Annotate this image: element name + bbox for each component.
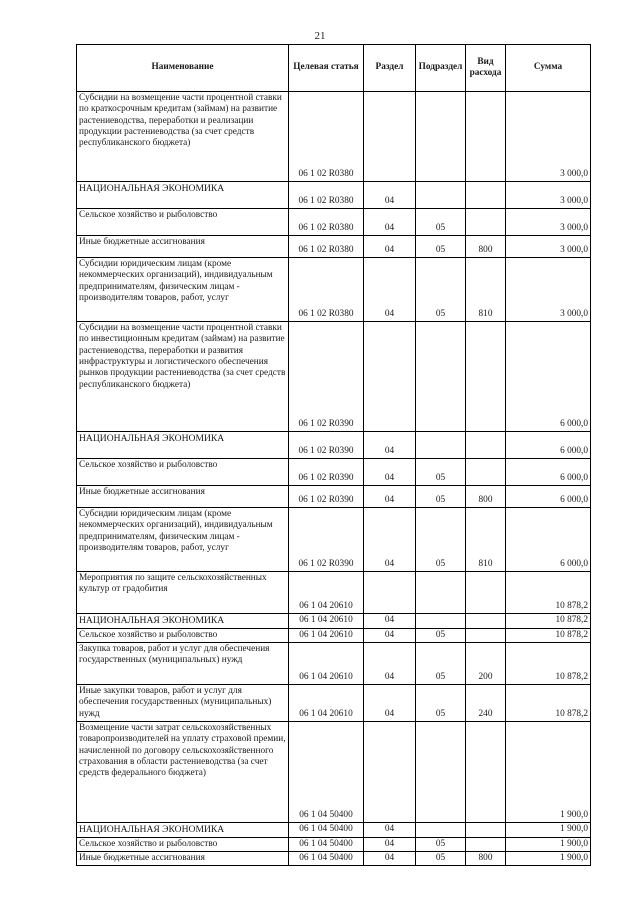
table-row <box>77 92 591 182</box>
row-expense-type <box>466 459 506 486</box>
header-row <box>77 45 591 92</box>
row-sum: 10 878,2 <box>506 572 591 614</box>
table-row <box>77 182 591 209</box>
row-expense-type: 810 <box>466 258 506 322</box>
row-target-article: 06 1 04 20610 <box>289 572 364 614</box>
header-sum: Сумма <box>506 45 591 92</box>
row-subsection: 05 <box>416 628 466 642</box>
header-subsection: Подраздел <box>416 45 466 92</box>
row-section: 04 <box>364 852 416 866</box>
row-expense-type <box>466 722 506 823</box>
table-row <box>77 628 591 642</box>
row-name: Иные закупки товаров, работ и услуг для обеспечения государственных (муниципальных) нужд <box>77 685 289 722</box>
row-sum: 1 900,0 <box>506 823 591 838</box>
row-name: Сельское хозяйство и рыболовство <box>77 209 289 236</box>
row-target-article: 06 1 04 50400 <box>289 823 364 838</box>
row-target-article: 06 1 04 50400 <box>289 852 364 866</box>
row-name: Сельское хозяйство и рыболовство <box>77 837 289 851</box>
row-section: 04 <box>364 837 416 851</box>
row-subsection: 05 <box>416 643 466 685</box>
row-subsection: 05 <box>416 508 466 572</box>
row-target-article: 06 1 04 20610 <box>289 628 364 642</box>
row-subsection: 05 <box>416 486 466 508</box>
row-section <box>364 322 416 432</box>
row-sum: 10 878,2 <box>506 628 591 642</box>
row-target-article: 06 1 02 R0380 <box>289 182 364 209</box>
table-row <box>77 209 591 236</box>
table-row <box>77 459 591 486</box>
row-target-article: 06 1 02 R0380 <box>289 236 364 258</box>
table-row <box>77 508 591 572</box>
row-section <box>364 92 416 182</box>
row-section: 04 <box>364 823 416 838</box>
row-target-article: 06 1 04 20610 <box>289 614 364 629</box>
row-section: 04 <box>364 685 416 722</box>
row-sum: 1 900,0 <box>506 852 591 866</box>
row-expense-type <box>466 92 506 182</box>
row-name: НАЦИОНАЛЬНАЯ ЭКОНОМИКА <box>77 823 289 838</box>
row-name: Иные бюджетные ассигнования <box>77 486 289 508</box>
row-expense-type: 240 <box>466 685 506 722</box>
row-subsection: 05 <box>416 685 466 722</box>
row-target-article: 06 1 02 R0390 <box>289 459 364 486</box>
row-name: Сельское хозяйство и рыболовство <box>77 459 289 486</box>
row-section: 04 <box>364 459 416 486</box>
row-sum: 6 000,0 <box>506 322 591 432</box>
row-section <box>364 572 416 614</box>
budget-table <box>76 44 591 866</box>
row-name: Субсидии на возмещение части процентной ставки по инвестиционным кредитам (займам) на развитие растениеводства, переработки и развития инфраструктуры и логистического обеспечения рынков продукции растениеводства (за счет средств республиканского бюджета) <box>77 322 289 432</box>
table-row <box>77 722 591 823</box>
row-target-article: 06 1 04 20610 <box>289 685 364 722</box>
row-expense-type <box>466 322 506 432</box>
row-section: 04 <box>364 486 416 508</box>
row-target-article: 06 1 02 R0380 <box>289 209 364 236</box>
row-name: Иные бюджетные ассигнования <box>77 236 289 258</box>
row-section: 04 <box>364 182 416 209</box>
row-target-article: 06 1 02 R0390 <box>289 508 364 572</box>
row-subsection: 05 <box>416 837 466 851</box>
row-name: Мероприятия по защите сельскохозяйственных культур от градобития <box>77 572 289 614</box>
row-name: Иные бюджетные ассигнования <box>77 852 289 866</box>
row-name: НАЦИОНАЛЬНАЯ ЭКОНОМИКА <box>77 432 289 459</box>
row-subsection <box>416 322 466 432</box>
row-subsection: 05 <box>416 852 466 866</box>
row-expense-type <box>466 837 506 851</box>
row-section: 04 <box>364 432 416 459</box>
row-section: 04 <box>364 614 416 629</box>
row-section <box>364 722 416 823</box>
row-expense-type <box>466 823 506 838</box>
row-target-article: 06 1 02 R0380 <box>289 258 364 322</box>
row-expense-type: 810 <box>466 508 506 572</box>
row-sum: 10 878,2 <box>506 614 591 629</box>
row-name: Закупка товаров, работ и услуг для обеспечения государственных (муниципальных) нужд <box>77 643 289 685</box>
row-subsection <box>416 92 466 182</box>
row-subsection: 05 <box>416 459 466 486</box>
table-row <box>77 258 591 322</box>
row-subsection <box>416 722 466 823</box>
row-target-article: 06 1 04 50400 <box>289 722 364 823</box>
row-sum: 3 000,0 <box>506 209 591 236</box>
row-section: 04 <box>364 643 416 685</box>
header-section: Раздел <box>364 45 416 92</box>
header-name: Наименование <box>77 45 289 92</box>
row-sum: 10 878,2 <box>506 685 591 722</box>
row-expense-type <box>466 209 506 236</box>
row-sum: 6 000,0 <box>506 459 591 486</box>
row-expense-type <box>466 614 506 629</box>
row-expense-type: 800 <box>466 486 506 508</box>
row-target-article: 06 1 02 R0390 <box>289 432 364 459</box>
page-number: 21 <box>314 30 326 42</box>
row-subsection <box>416 432 466 459</box>
row-target-article: 06 1 04 50400 <box>289 837 364 851</box>
row-sum: 3 000,0 <box>506 182 591 209</box>
header-target-article: Целевая статья <box>289 45 364 92</box>
table-row <box>77 572 591 614</box>
table-row <box>77 614 591 629</box>
row-sum: 3 000,0 <box>506 236 591 258</box>
row-subsection <box>416 614 466 629</box>
table-row <box>77 823 591 838</box>
row-subsection <box>416 823 466 838</box>
table-row <box>77 837 591 851</box>
row-subsection <box>416 182 466 209</box>
row-target-article: 06 1 02 R0380 <box>289 92 364 182</box>
table-row <box>77 322 591 432</box>
row-sum: 3 000,0 <box>506 92 591 182</box>
table-row <box>77 685 591 722</box>
row-name: Субсидии на возмещение части процентной ставки по краткосрочным кредитам (займам) на развитие растениеводства, переработки и реализации продукции растениеводства (за счет средств республиканского бюджета) <box>77 92 289 182</box>
row-expense-type: 200 <box>466 643 506 685</box>
row-expense-type <box>466 432 506 459</box>
row-expense-type <box>466 572 506 614</box>
row-name: Субсидии юридическим лицам (кроме некоммерческих организаций), индивидуальным предпринимателям, физическим лицам - производителям товаров, работ, услуг <box>77 508 289 572</box>
row-name: Возмещение части затрат сельскохозяйственных товаропроизводителей на уплату страховой премии, начисленной по договору сельскохозяйственного страхования в области растениеводства (за счет средств федерального бюджета) <box>77 722 289 823</box>
row-sum: 6 000,0 <box>506 432 591 459</box>
table-row <box>77 432 591 459</box>
row-name: НАЦИОНАЛЬНАЯ ЭКОНОМИКА <box>77 182 289 209</box>
row-section: 04 <box>364 209 416 236</box>
row-target-article: 06 1 04 20610 <box>289 643 364 685</box>
row-sum: 1 900,0 <box>506 837 591 851</box>
row-target-article: 06 1 02 R0390 <box>289 486 364 508</box>
row-section: 04 <box>364 508 416 572</box>
row-subsection <box>416 572 466 614</box>
row-expense-type: 800 <box>466 236 506 258</box>
row-expense-type: 800 <box>466 852 506 866</box>
row-name: Субсидии юридическим лицам (кроме некоммерческих организаций), индивидуальным предпринимателям, физическим лицам - производителям товаров, работ, услуг <box>77 258 289 322</box>
row-section: 04 <box>364 236 416 258</box>
row-expense-type <box>466 182 506 209</box>
row-sum: 3 000,0 <box>506 258 591 322</box>
row-subsection: 05 <box>416 258 466 322</box>
row-sum: 6 000,0 <box>506 486 591 508</box>
row-expense-type <box>466 628 506 642</box>
table-row <box>77 852 591 866</box>
row-sum: 1 900,0 <box>506 722 591 823</box>
row-name: Сельское хозяйство и рыболовство <box>77 628 289 642</box>
row-sum: 6 000,0 <box>506 508 591 572</box>
header-expense-type: Вид расхода <box>466 45 506 92</box>
row-target-article: 06 1 02 R0390 <box>289 322 364 432</box>
row-name: НАЦИОНАЛЬНАЯ ЭКОНОМИКА <box>77 614 289 629</box>
row-section: 04 <box>364 628 416 642</box>
row-subsection: 05 <box>416 209 466 236</box>
row-sum: 10 878,2 <box>506 643 591 685</box>
table-row <box>77 486 591 508</box>
row-subsection: 05 <box>416 236 466 258</box>
row-section: 04 <box>364 258 416 322</box>
table-row <box>77 643 591 685</box>
table-row <box>77 236 591 258</box>
